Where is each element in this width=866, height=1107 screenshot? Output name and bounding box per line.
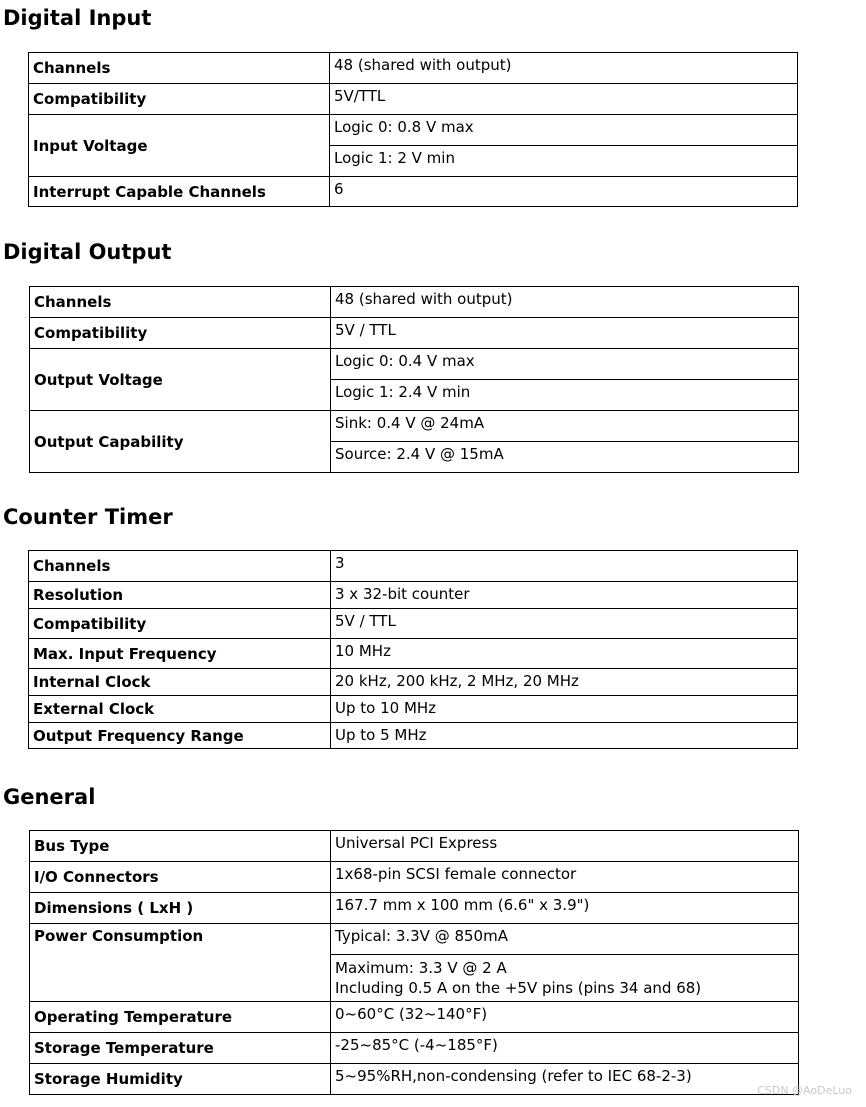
table-row: [30, 862, 799, 893]
compatibility-value: 5V/TTL: [330, 84, 798, 115]
table-row: [29, 84, 798, 115]
table-row: [30, 349, 799, 380]
digital-input-table: [28, 52, 798, 207]
channels-label: Channels: [29, 551, 331, 582]
channels-label: Channels: [30, 287, 331, 318]
compatibility-label: Compatibility: [30, 318, 331, 349]
storage-humidity-label: Storage Humidity: [30, 1064, 331, 1095]
storage-temperature-value: -25~85°C (-4~185°F): [331, 1033, 799, 1064]
bus-type-value: Universal PCI Express: [331, 831, 799, 862]
output-frequency-range-value: Up to 5 MHz: [331, 723, 798, 749]
table-row: [29, 669, 798, 696]
channels-value: 3: [331, 551, 798, 582]
table-row: [30, 831, 799, 862]
input-voltage-logic0: Logic 0: 0.8 V max: [330, 115, 798, 146]
table-row: [29, 696, 798, 723]
table-row: [29, 582, 798, 609]
output-capability-sink: Sink: 0.4 V @ 24mA: [331, 411, 799, 442]
resolution-value: 3 x 32-bit counter: [331, 582, 798, 609]
channels-value: 48 (shared with output): [330, 53, 798, 84]
internal-clock-value: 20 kHz, 200 kHz, 2 MHz, 20 MHz: [331, 669, 798, 696]
io-connectors-value: 1x68-pin SCSI female connector: [331, 862, 799, 893]
internal-clock-label: Internal Clock: [29, 669, 331, 696]
dimensions-label: Dimensions ( LxH ): [30, 893, 331, 924]
table-row: [30, 318, 799, 349]
input-voltage-label: Input Voltage: [29, 115, 330, 177]
digital-output-heading: Digital Output: [3, 240, 172, 264]
table-row: [29, 551, 798, 582]
general-heading: General: [3, 785, 96, 809]
table-row: [30, 1033, 799, 1064]
operating-temperature-value: 0~60°C (32~140°F): [331, 1002, 799, 1033]
watermark: CSDN @AoDeLuo: [757, 1084, 852, 1097]
channels-value: 48 (shared with output): [331, 287, 799, 318]
table-row: [29, 177, 798, 207]
table-row: [29, 723, 798, 749]
table-row: [30, 1002, 799, 1033]
power-maximum-value: [331, 955, 799, 1002]
bus-type-label: Bus Type: [30, 831, 331, 862]
compatibility-label: Compatibility: [29, 609, 331, 639]
channels-label: Channels: [29, 53, 330, 84]
output-frequency-range-label: Output Frequency Range: [29, 723, 331, 749]
external-clock-label: External Clock: [29, 696, 331, 723]
input-voltage-logic1: Logic 1: 2 V min: [330, 146, 798, 177]
interrupt-channels-value: 6: [330, 177, 798, 207]
output-voltage-logic0: Logic 0: 0.4 V max: [331, 349, 799, 380]
compatibility-label: Compatibility: [29, 84, 330, 115]
counter-timer-heading: Counter Timer: [3, 505, 173, 529]
storage-temperature-label: Storage Temperature: [30, 1033, 331, 1064]
output-capability-source: Source: 2.4 V @ 15mA: [331, 442, 799, 473]
table-row: [30, 287, 799, 318]
table-row: [29, 115, 798, 146]
external-clock-value: Up to 10 MHz: [331, 696, 798, 723]
table-row: [30, 924, 799, 955]
power-consumption-label: Power Consumption: [30, 924, 331, 1002]
general-table: [29, 830, 799, 1095]
power-maximum-line1: Maximum: 3.3 V @ 2 A: [335, 959, 507, 977]
digital-input-heading: Digital Input: [3, 6, 152, 30]
interrupt-channels-label: Interrupt Capable Channels: [29, 177, 330, 207]
max-input-frequency-value: 10 MHz: [331, 639, 798, 669]
power-typical-value: Typical: 3.3V @ 850mA: [331, 924, 799, 955]
digital-output-table: [29, 286, 799, 473]
dimensions-value: 167.7 mm x 100 mm (6.6" x 3.9"): [331, 893, 799, 924]
power-maximum-line2: Including 0.5 A on the +5V pins (pins 34 and 68): [335, 979, 702, 997]
compatibility-value: 5V / TTL: [331, 318, 799, 349]
compatibility-value: 5V / TTL: [331, 609, 798, 639]
table-row: [29, 609, 798, 639]
table-row: [30, 1064, 799, 1095]
table-row: [30, 411, 799, 442]
max-input-frequency-label: Max. Input Frequency: [29, 639, 331, 669]
output-capability-label: Output Capability: [30, 411, 331, 473]
output-voltage-logic1: Logic 1: 2.4 V min: [331, 380, 799, 411]
storage-humidity-value: 5~95%RH,non-condensing (refer to IEC 68-2-3): [331, 1064, 799, 1095]
resolution-label: Resolution: [29, 582, 331, 609]
operating-temperature-label: Operating Temperature: [30, 1002, 331, 1033]
output-voltage-label: Output Voltage: [30, 349, 331, 411]
table-row: [29, 639, 798, 669]
table-row: [29, 53, 798, 84]
io-connectors-label: I/O Connectors: [30, 862, 331, 893]
counter-timer-table: [28, 550, 798, 749]
table-row: [30, 893, 799, 924]
